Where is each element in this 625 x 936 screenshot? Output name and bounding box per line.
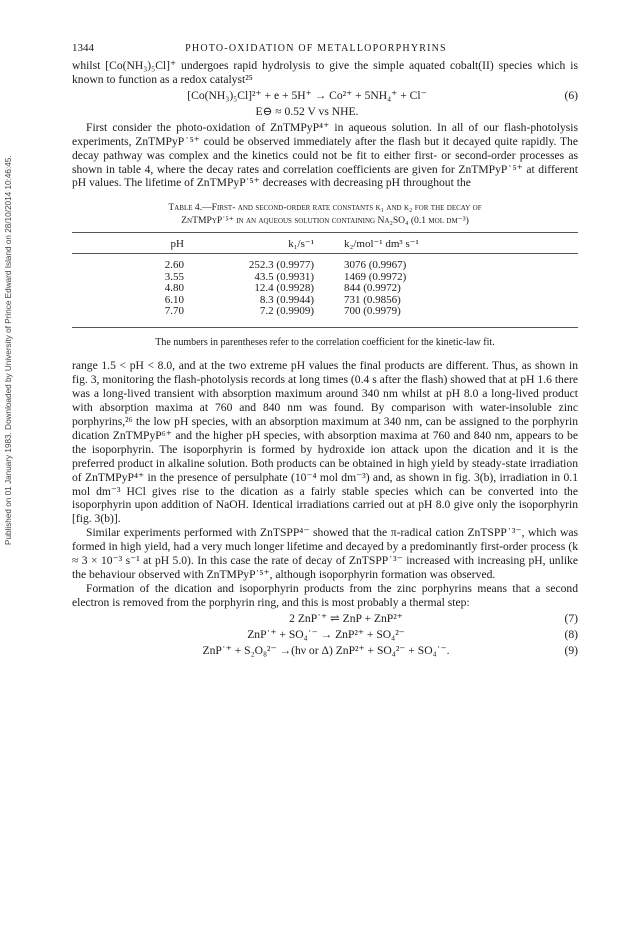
cell-k1: 8.3 (0.9944) — [259, 293, 314, 306]
table-4-body — [72, 260, 578, 317]
paragraph-znTSPP-experiments: Similar experiments performed with ZnTSPP⁴⁻ showed that the π-radical cation ZnTSPP˙³⁻, which was formed in high yield, had a very much longer lifetime and decayed by a predominantly first-order process (k ≈ 3 × 10⁻³ s⁻¹ at pH 5.0). In this case the rate of decay of ZnTSPP˙³⁻ increased with increasing pH, unlike the behaviour observed with ZnTMPyP˙⁵⁺, although isoporphyrin formation was observed. — [72, 526, 578, 581]
cell-k2: 700 (0.9979) — [344, 304, 401, 317]
table-row — [72, 272, 578, 283]
paragraph-final-products: range 1.5 < pH < 8.0, and at the two extreme pH values the final products are different. Thus, as shown in fig. 3, monitoring the flash-photolysis records at long times (0.4 s after the flash) showed that at pH 1.6 there was a long-lived transient with absorption maximum around 340 nm whilst at pH 8.0 a long-lived product with absorption maxima at 760 and 840 nm was found. By comparison with water-insoluble zinc porphyrins,²⁶ the low pH species, with an absorption maximum at 340 nm, can be assigned to the porphyrin dication ZnTMPyP⁶⁺ and the higher pH species, with absorption maxima at 760 and 840 nm, appears to be the isoporphyrin. The isoporphyrin is formed by hydroxide ion attack upon the dication and it is the preferred product in alkaline solution. Both products can be obtained in high yield by steady-state irradiation of ZnTMPyP⁴⁺ in the presence of persulphate (10⁻⁴ mol dm⁻³) and, as shown in fig. 3(b), irradiation in 0.1 mol dm⁻³ HCl gives rise to the dication as a fairly stable species which can be converted into the isoporphyrin upon addition of NaOH. Identical irradiations carried out at pH 8.0 give only the isoporphyrin [fig. 3(b)]. — [72, 359, 578, 526]
cell-k1: 43.5 (0.9931) — [254, 270, 314, 283]
equation-8-number: (8) — [564, 627, 578, 641]
table-4-footnote: The numbers in parentheses refer to the correlation coefficient for the kinetic-law fit. — [155, 337, 495, 349]
running-title: PHOTO-OXIDATION OF METALLOPORPHYRINS — [185, 43, 447, 54]
cell-ph: 3.55 — [164, 270, 184, 283]
equation-6-expression: [Co(NH₃)₅Cl]²⁺ + e + 5H⁺ → Co²⁺ + 5NH₄⁺ + Cl⁻ — [187, 88, 427, 102]
equation-7 — [72, 612, 578, 626]
table-bottom-rule — [72, 327, 578, 328]
cell-k1: 12.4 (0.9928) — [254, 282, 314, 295]
equation-7-expression: 2 ZnP˙⁺ ⇌ ZnP + ZnP²⁺ — [289, 611, 403, 625]
table-4-caption-line-1: Table 4.—First- and second-order rate constants k₁ and k₂ for the decay of — [168, 202, 482, 214]
download-watermark: Published on 01 January 1983. Downloaded by University of Prince Edward Island on 28/10/2014 10:46:45. — [4, 155, 13, 545]
header-k2: k₂/mol⁻¹ dm³ s⁻¹ — [344, 238, 419, 251]
running-header — [72, 42, 578, 54]
table-4-caption-line-2: ZnTMPyP˙⁵⁺ in an aqueous solution containing Na₂SO₄ (0.1 mol dm⁻³) — [181, 214, 469, 226]
equation-8 — [72, 628, 578, 642]
equation-7-number: (7) — [564, 611, 578, 625]
cell-ph: 7.70 — [164, 304, 184, 317]
equation-6 — [72, 89, 578, 103]
cell-k2: 1469 (0.9972) — [344, 270, 407, 283]
table-row — [72, 283, 578, 294]
table-4 — [72, 233, 578, 253]
cell-k1: 7.2 (0.9909) — [259, 304, 314, 317]
table-row — [72, 306, 578, 317]
page-number: 1344 — [72, 42, 94, 54]
header-ph: pH — [170, 237, 184, 250]
cell-ph: 4.80 — [164, 282, 184, 295]
cell-ph: 2.60 — [164, 259, 184, 272]
redox-potential-value: E⊖ ≈ 0.52 V vs NHE. — [255, 104, 359, 118]
equation-6-number: (6) — [564, 88, 578, 102]
table-4-caption — [72, 202, 578, 227]
paragraph-znTMPyP-photo-oxidation: First consider the photo-oxidation of ZnTMPyP⁴⁺ in aqueous solution. In all of our flash-photolysis experiments, ZnTMPyP˙⁵⁺ could be observed immediately after the flash but it decayed quite rapidly. The decay pathway was complex and the kinetics could not be fit to either first- or second-order processes as shown in table 4, where the decay rates and correlation coefficients are given for ZnTMPyP˙⁵⁺ at different pH values. The lifetime of ZnTMPyP˙⁵⁺ decreases with decreasing pH throughout the — [72, 120, 578, 190]
equation-9-number: (9) — [564, 643, 578, 657]
cell-k2: 731 (0.9856) — [344, 293, 401, 306]
equation-9-expression: ZnP˙⁺ + S₂O₈²⁻ →(hν or Δ) ZnP²⁺ + SO₄²⁻ + SO₄˙⁻. — [202, 643, 450, 657]
equation-9 — [72, 644, 578, 658]
paragraph-dication-formation: Formation of the dication and isoporphyrin products from the zinc porphyrins means that a second electron is removed from the porphyrin ring, and this is most probably a thermal step: — [72, 581, 578, 609]
cell-k2: 844 (0.9972) — [344, 282, 401, 295]
table-row — [72, 295, 578, 306]
journal-page — [72, 42, 578, 660]
paragraph-cobalt-hydrolysis: whilst [Co(NH₃)₅Cl]⁺ undergoes rapid hydrolysis to give the simple aquated cobalt(II) species which is known to function as a redox catalyst²⁵ — [72, 59, 578, 86]
redox-potential — [72, 105, 578, 119]
cell-k1: 252.3 (0.9977) — [248, 259, 314, 272]
cell-k2: 3076 (0.9967) — [344, 259, 407, 272]
equation-8-expression: ZnP˙⁺ + SO₄˙⁻ → ZnP²⁺ + SO₄²⁻ — [247, 627, 405, 641]
table-header-row — [72, 233, 578, 253]
cell-ph: 6.10 — [164, 293, 184, 306]
table-row — [72, 260, 578, 271]
header-k1: k₁/s⁻¹ — [288, 238, 314, 251]
